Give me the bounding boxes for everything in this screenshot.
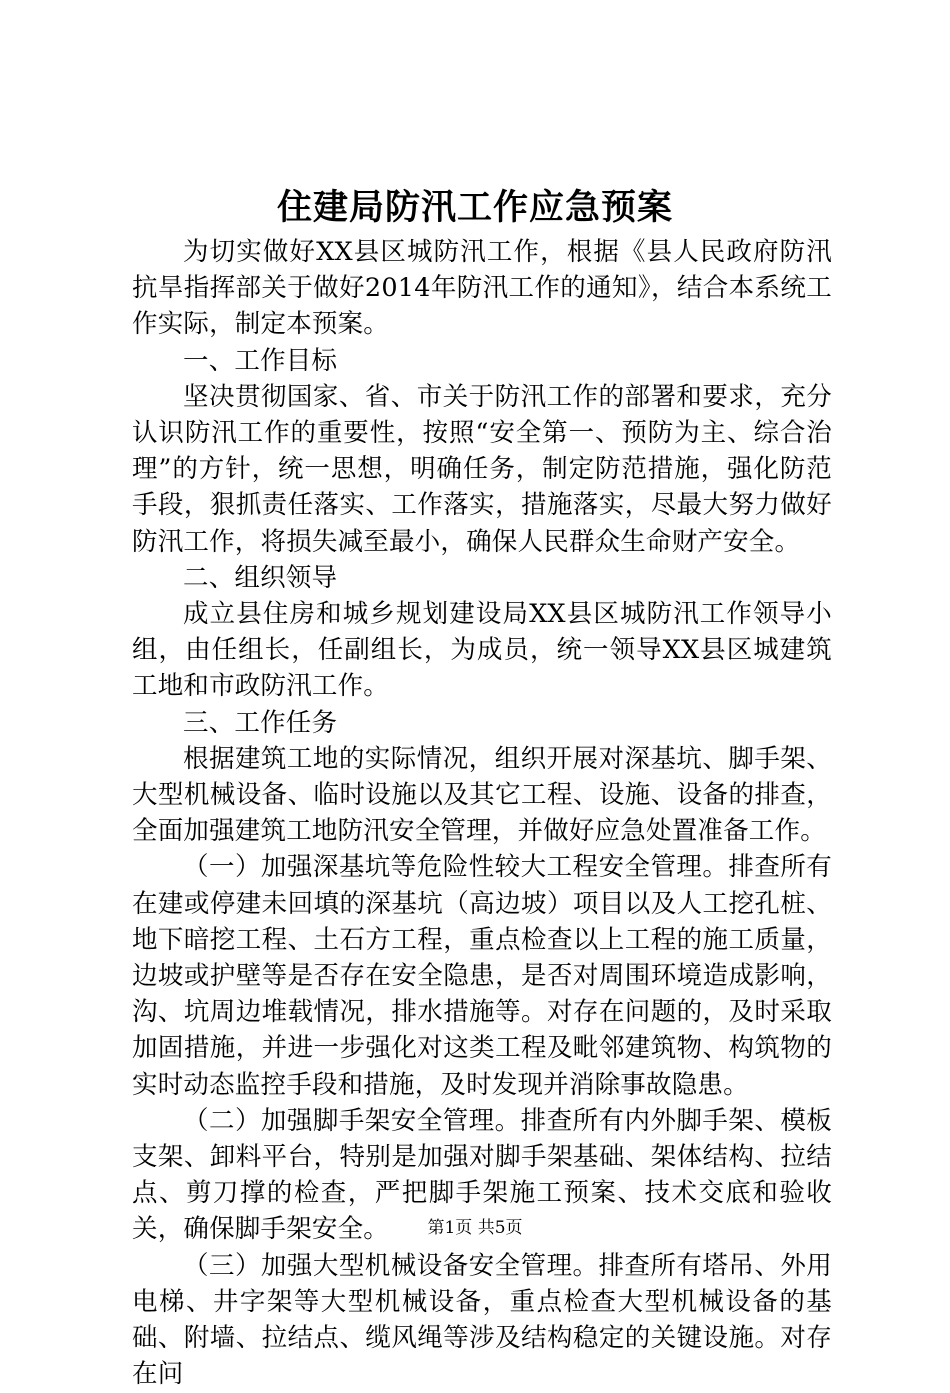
document-title: 住建局防汛工作应急预案 xyxy=(276,187,673,228)
page-number-footer: 第1页 共5页 xyxy=(427,1218,523,1238)
organization-paragraph: 成立县住房和城乡规划建设局XX县区城防汛工作领导小组，由任组长，任副组长，为成员，统一领导XX县区城建筑工地和市政防汛工作。 xyxy=(132,599,832,702)
tasks-paragraph: 根据建筑工地的实际情况，组织开展对深基坑、脚手架、大型机械设备、临时设施以及其它工程、设施、设备的排查，全面加强建筑工地防汛安全管理，并做好应急处置准备工作。 xyxy=(132,743,832,847)
task-item-3: （三）加强大型机械设备安全管理。排查所有塔吊、外用电梯、井字架等大型机械设备，重点检查大型机械设备的基础、附墙、拉结点、缆风绳等涉及结构稳定的关键设施。对存在问 xyxy=(132,1250,832,1390)
task-item-1: （一）加强深基坑等危险性较大工程安全管理。排查所有在建或停建未回填的深基坑（高边坡）项目以及人工挖孔桩、地下暗挖工程、土石方工程，重点检查以上工程的施工质量，边坡或护壁等是否存在安全隐患，是否对周围环境造成影响，沟、坑周边堆载情况，排水措施等。对存在问题的，及时采取加固措施，并进一步强化对这类工程及毗邻建筑物、构筑物的实时动态监控手段和措施，及时发现并消除事故隐患。 xyxy=(132,852,832,1100)
section-heading-tasks: 三、工作任务 xyxy=(183,707,338,738)
task-item-2: （二）加强脚手架安全管理。排查所有内外脚手架、模板支架、卸料平台，特别是加强对脚手架基础、架体结构、拉结点、剪刀撑的检查，严把脚手架施工预案、技术交底和验收关，确保脚手架安全。 xyxy=(132,1105,832,1245)
section-heading-goals: 一、工作目标 xyxy=(183,345,338,376)
goals-paragraph: 坚决贯彻国家、省、市关于防汛工作的部署和要求，充分认识防汛工作的重要性，按照“安全第一、预防为主、综合治理”的方针，统一思想，明确任务，制定防范措施，强化防范手段，狠抓责任落实、工作落实，措施落实，尽最大努力做好防汛工作，将损失减至最小，确保人民群众生命财产安全。 xyxy=(132,381,832,557)
intro-paragraph: 为切实做好XX县区城防汛工作，根据《县人民政府防汛抗旱指挥部关于做好2014年防汛工作的通知》，结合本系统工作实际，制定本预案。 xyxy=(132,237,832,340)
section-heading-organization: 二、组织领导 xyxy=(183,562,338,593)
